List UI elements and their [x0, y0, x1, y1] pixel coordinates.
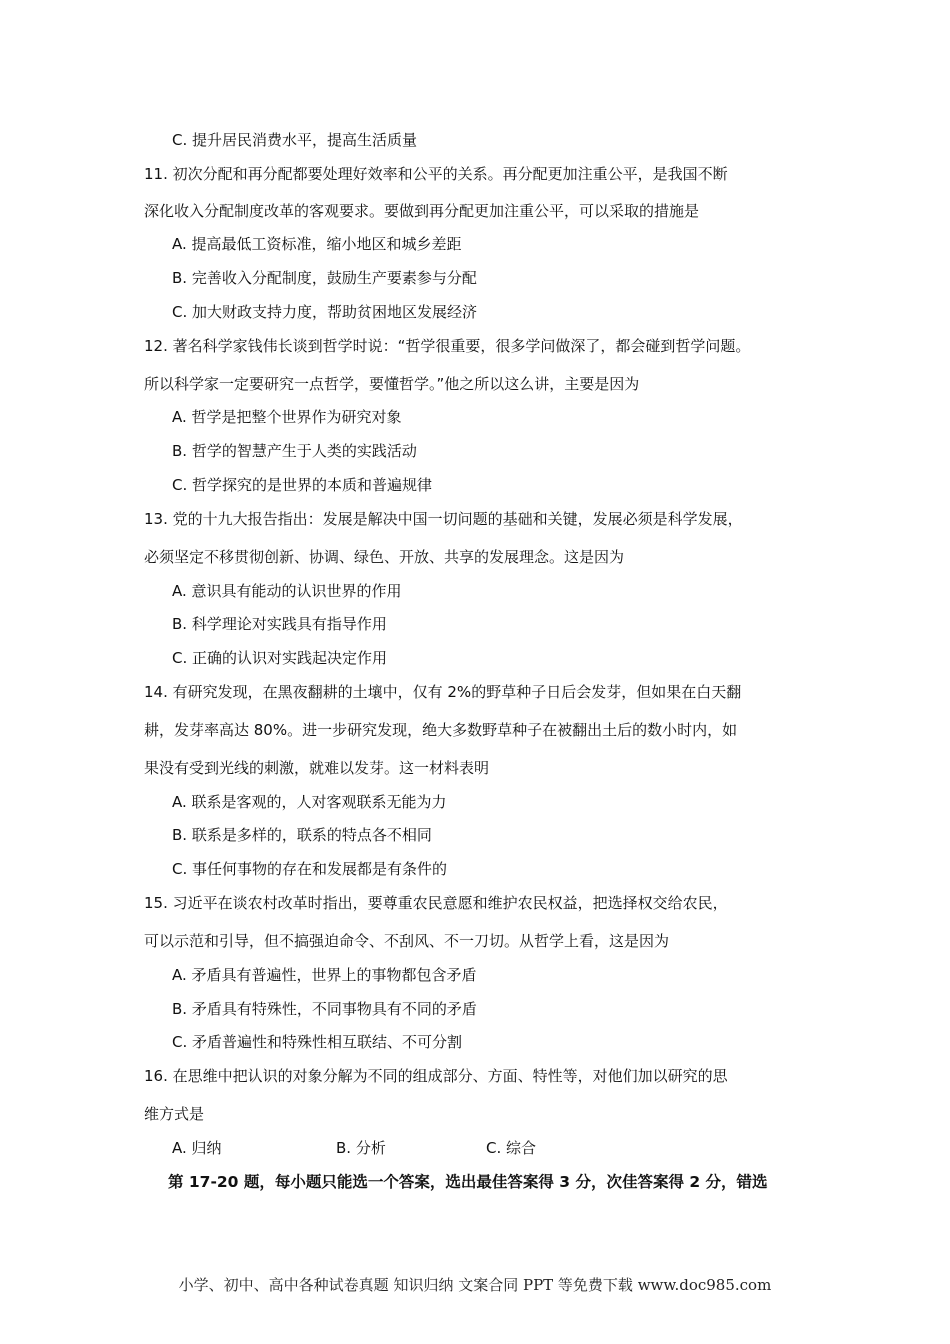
q16-stem-line-2: 维方式是 — [144, 1105, 205, 1123]
q10-option-c: C. 提升居民消费水平，提高生活质量 — [172, 131, 418, 149]
q14-option-a: A. 联系是客观的，人对客观联系无能为力 — [172, 793, 447, 811]
q11-stem-line-1: 11. 初次分配和再分配都要处理好效率和公平的关系。再分配更加注重公平，是我国不断 — [144, 165, 728, 183]
q11-stem-line-2: 深化收入分配制度改革的客观要求。要做到再分配更加注重公平，可以采取的措施是 — [144, 202, 700, 220]
q12-option-a: A. 哲学是把整个世界作为研究对象 — [172, 408, 402, 426]
q13-option-c: C. 正确的认识对实践起决定作用 — [172, 649, 388, 667]
q13-stem-line-1: 13. 党的十九大报告指出：发展是解决中国一切问题的基础和关键，发展必须是科学发展， — [144, 510, 743, 528]
q16-option-a: A. 归纳 — [172, 1139, 222, 1157]
q13-stem-line-2: 必须坚定不移贯彻创新、协调、绿色、开放、共享的发展理念。这是因为 — [144, 548, 625, 566]
q16-option-b: B. 分析 — [336, 1139, 386, 1157]
q14-option-b: B. 联系是多样的，联系的特点各不相同 — [172, 826, 432, 844]
page-footer: 小学、初中、高中各种试卷真题 知识归纳 文案合同 PPT 等免费下载 www.doc985.com — [178, 1276, 772, 1294]
q11-option-a: A. 提高最低工资标准，缩小地区和城乡差距 — [172, 235, 462, 253]
q14-stem-line-3: 果没有受到光线的刺激，就难以发芽。这一材料表明 — [144, 759, 490, 777]
q14-stem-line-1: 14. 有研究发现，在黑夜翻耕的土壤中，仅有 2%的野草种子日后会发芽，但如果在白天翻 — [144, 683, 742, 701]
section-instruction: 第 17-20 题，每小题只能选一个答案，选出最佳答案得 3 分，次佳答案得 2 分，错选 — [168, 1173, 768, 1191]
q16-option-c: C. 综合 — [486, 1139, 537, 1157]
q15-option-b: B. 矛盾具有特殊性，不同事物具有不同的矛盾 — [172, 1000, 477, 1018]
q16-stem-line-1: 16. 在思维中把认识的对象分解为不同的组成部分、方面、特性等，对他们加以研究的思 — [144, 1067, 728, 1085]
q14-option-c: C. 事任何事物的存在和发展都是有条件的 — [172, 860, 448, 878]
q12-option-b: B. 哲学的智慧产生于人类的实践活动 — [172, 442, 417, 460]
q15-option-a: A. 矛盾具有普遍性，世界上的事物都包含矛盾 — [172, 966, 477, 984]
q12-stem-line-2: 所以科学家一定要研究一点哲学，要懂哲学。”他之所以这么讲，主要是因为 — [144, 375, 640, 393]
q11-option-b: B. 完善收入分配制度，鼓励生产要素参与分配 — [172, 269, 477, 287]
q12-stem-line-1: 12. 著名科学家钱伟长谈到哲学时说：“哲学很重要，很多学问做深了，都会碰到哲学问题。 — [144, 337, 751, 355]
q13-option-b: B. 科学理论对实践具有指导作用 — [172, 615, 387, 633]
q11-option-c: C. 加大财政支持力度，帮助贫困地区发展经济 — [172, 303, 478, 321]
q15-stem-line-2: 可以示范和引导，但不搞强迫命令、不刮风、不一刀切。从哲学上看，这是因为 — [144, 932, 670, 950]
q15-option-c: C. 矛盾普遍性和特殊性相互联结、不可分割 — [172, 1033, 463, 1051]
q15-stem-line-1: 15. 习近平在谈农村改革时指出，要尊重农民意愿和维护农民权益，把选择权交给农民， — [144, 894, 728, 912]
q14-stem-line-2: 耕，发芽率高达 80%。进一步研究发现，绝大多数野草种子在被翻出土后的数小时内，如 — [144, 721, 738, 739]
q13-option-a: A. 意识具有能动的认识世界的作用 — [172, 582, 402, 600]
q12-option-c: C. 哲学探究的是世界的本质和普遍规律 — [172, 476, 433, 494]
